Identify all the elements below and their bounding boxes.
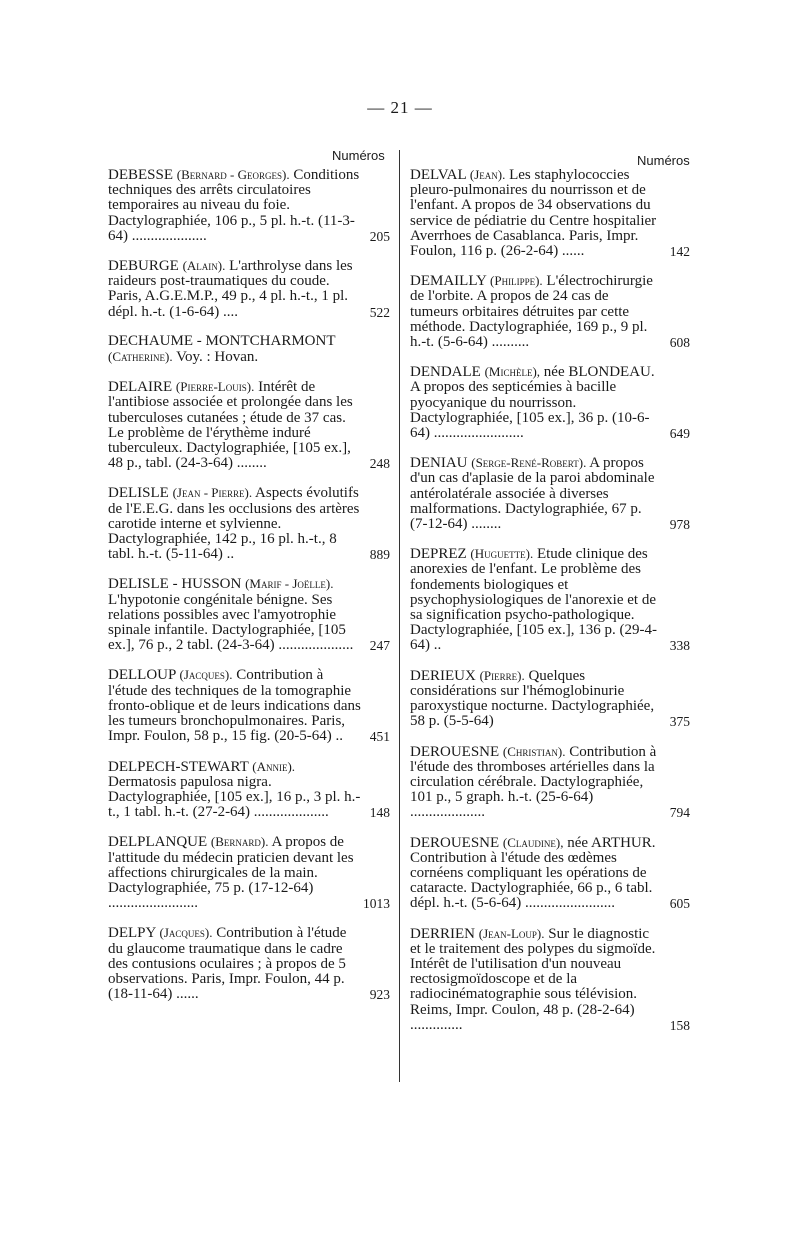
entry-text	[108, 759, 363, 821]
entry-text	[410, 744, 658, 821]
entry-forename: (Pierre).	[479, 667, 525, 683]
left-column-header: Numéros	[332, 148, 385, 163]
entry-author: DELAIRE	[108, 379, 173, 396]
entry-author: DELLOUP	[108, 667, 176, 684]
index-entry	[410, 455, 690, 532]
entry-description: L'arthrolyse dans les raideurs post-traumatiques du coude. Paris, A.G.E.M.P., 49 p., 4 pl. h.-t., 1 pl. dépl. h.-t. (1-6-64) ....	[108, 258, 353, 320]
entry-author: DECHAUME - MONTCHARMONT	[108, 332, 336, 349]
index-entry	[108, 759, 390, 821]
page-number: — 21 —	[367, 98, 433, 117]
entry-forename: (Bernard).	[210, 834, 269, 850]
entry-author: DELPECH-STEWART	[108, 758, 249, 775]
entry-number: 923	[369, 987, 390, 1003]
entry-text	[410, 273, 658, 350]
entry-number: 649	[669, 426, 690, 442]
left-column	[108, 167, 390, 1002]
entry-forename: (Marif - Joëlle).	[245, 576, 334, 592]
index-entry	[410, 167, 690, 259]
entry-description: Sur le diagnostic et le traitement des polypes du sigmoïde. Intérêt de l'utilisation d'un nouveau rectosigmoïdoscope et de la radiocinématographie sous télévision. Reims, Impr. Coulon, 48 p. (28-2-64) ..............	[410, 925, 656, 1033]
entry-text	[108, 576, 363, 653]
index-entry	[108, 258, 390, 320]
index-entry	[108, 485, 390, 562]
right-column-header: Numéros	[637, 153, 690, 168]
entry-number: 522	[369, 304, 390, 320]
entry-description: née ARTHUR. Contribution à l'étude des œdèmes cornéens compliquant les opérations de cataracte. Dactylographiée, 66 p., 6 tabl. dépl. h.-t. (5-6-64) ........................	[410, 834, 656, 912]
entry-description: Conditions techniques des arrêts circulatoires temporaires au niveau du foie. Dactylographiée, 106 p., 5 pl. h.-t. (11-3-64) ....................	[108, 167, 360, 244]
entry-description: A propos de l'attitude du médecin praticien devant les affections chirurgicales de la main. Dactylographiée, 75 p. (17-12-64) ........................	[108, 834, 354, 912]
index-entry	[410, 668, 690, 730]
entry-description: Etude clinique des anorexies de l'enfant. Le problème des fondements biologiques et psychophysiologiques de l'anorexie et de sa signification psycho-pathologique. Dactylographiée, [105 ex.], 136 p. (29-4-64) ..	[410, 546, 658, 654]
entry-number: 451	[369, 729, 390, 745]
entry-number: 248	[369, 456, 390, 472]
entry-forename: (Catherine).	[108, 349, 173, 365]
index-entry	[108, 576, 390, 653]
entry-text	[108, 667, 363, 744]
index-entry	[410, 546, 690, 653]
index-entry	[410, 744, 690, 821]
entry-description: L'hypotonie congénitale bénigne. Ses relations possibles avec l'amyotrophie spinale infantile. Dactylographiée, [105 ex.], 76 p., 2 tabl. (24-3-64) ....................	[108, 591, 354, 654]
entry-text	[108, 379, 363, 471]
entry-author: DENDALE	[410, 364, 481, 381]
entry-description: Contribution à l'étude des techniques de la tomographie fronto-oblique et de leurs indications dans les tumeurs bronchopulmonaires. Paris, Impr. Foulon, 58 p., 15 fig. (20-5-64) ..	[108, 667, 361, 745]
entry-author: DELPY	[108, 925, 156, 942]
entry-forename: (Philippe).	[490, 273, 543, 289]
entry-number: 1013	[363, 896, 390, 912]
entry-author: DEMAILLY	[410, 273, 487, 290]
entry-author: DEBESSE	[108, 167, 174, 183]
entry-author: DEBURGE	[108, 258, 179, 275]
entry-author: DELISLE - HUSSON	[108, 576, 242, 593]
entry-forename: (Jacques).	[179, 667, 233, 683]
entry-text	[108, 258, 363, 320]
entry-author: DELVAL	[410, 167, 467, 183]
entry-description: née BLONDEAU. A propos des septicémies à bacille pyocyanique du nourrisson. Dactylographiée, [105 ex.], 36 p. (10-6-64) ........................	[410, 364, 655, 442]
entry-forename: (Jean-Loup).	[478, 925, 545, 941]
entry-text	[108, 925, 363, 1002]
entry-forename: (Jean).	[469, 167, 506, 182]
entry-description: Intérêt de l'antibiose associée et prolongée dans les tuberculoses cutanées ; étude de 37 cas. Le problème de l'érythème induré tuberculeux. Dactylographiée, [105 ex.], 48 p., tabl. (24-3-64) ........	[108, 379, 353, 472]
entry-forename: (Claudine),	[502, 834, 564, 850]
entry-text	[410, 668, 658, 730]
index-entry	[108, 667, 390, 744]
entry-forename: (Huguette).	[470, 546, 534, 562]
entry-number: 148	[369, 805, 390, 821]
entry-author: DELPLANQUE	[108, 834, 208, 851]
entry-forename: (Pierre-Louis).	[175, 379, 255, 395]
entry-number: 375	[669, 714, 690, 730]
index-entry	[410, 835, 690, 912]
index-entry	[108, 379, 390, 471]
entry-description: Contribution à l'étude du glaucome traumatique dans le cadre des contusions oculaires ; à propos de 5 observations. Paris, Impr. Foulon, 44 p. (18-11-64) ......	[108, 925, 347, 1003]
entry-number: 338	[669, 638, 690, 654]
entry-forename: (Jacques).	[159, 925, 213, 941]
entry-text	[410, 546, 658, 653]
entry-author: DERRIEN	[410, 925, 475, 942]
entry-text	[410, 455, 658, 532]
index-entry	[410, 364, 690, 441]
index-entry	[108, 167, 390, 244]
entry-text	[108, 167, 363, 244]
index-entry	[410, 273, 690, 350]
entry-description: Quelques considérations sur l'hémoglobinurie paroxystique nocturne. Dactylographiée, 58 p. (5-5-64)	[410, 667, 655, 730]
entry-number: 158	[669, 1017, 690, 1033]
entry-description: Les staphylococcies pleuro-pulmonaires du nourrisson et de l'enfant. A propos de 34 observations du service de pédiatrie du Centre hospitalier Averrhoes de Casablanca. Paris, Impr. Foulon, 116 p. (26-2-64) ......	[410, 167, 657, 260]
entry-number: 247	[369, 638, 390, 654]
entry-number: 608	[669, 335, 690, 351]
entry-description: Voy. : Hovan.	[176, 349, 259, 366]
entry-text	[410, 835, 658, 912]
entry-text	[410, 167, 658, 259]
entry-text	[108, 334, 363, 365]
right-column	[410, 167, 690, 1033]
entry-forename: (Alain).	[182, 258, 226, 274]
entry-author: DEROUESNE	[410, 834, 500, 851]
entry-number: 142	[669, 244, 690, 260]
entry-description: A propos d'un cas d'aplasie de la paroi abdominale antérolatérale associée à diverses malformations. Dactylographiée, 67 p. (7-12-64) ........	[410, 455, 655, 533]
entry-author: DERIEUX	[410, 667, 476, 684]
entry-forename: (Bernard - Georges).	[176, 167, 290, 182]
entry-forename: (Serge-René-Robert).	[471, 455, 587, 471]
entry-number: 205	[369, 228, 390, 244]
entry-author: DELISLE	[108, 485, 169, 502]
entry-author: DEROUESNE	[410, 743, 500, 760]
entry-forename: (Michèle),	[484, 364, 541, 380]
entry-number: 605	[669, 896, 690, 912]
entry-description: L'électrochirurgie de l'orbite. A propos de 24 cas de tumeurs orbitaires détruites par cette méthode. Dactylographiée, 169 p., 9 pl. h.-t. (5-6-64) ..........	[410, 273, 653, 351]
entry-description: Dermatosis papulosa nigra. Dactylographiée, [105 ex.], 16 p., 3 pl. h.-t., 1 tabl. h.-t. (27-2-64) ....................	[108, 773, 361, 821]
entry-number: 889	[369, 547, 390, 563]
entry-author: DEPREZ	[410, 546, 467, 563]
entry-number: 794	[669, 805, 690, 821]
entry-author: DENIAU	[410, 455, 468, 472]
entry-forename: (Jean - Pierre).	[172, 485, 253, 501]
column-divider	[399, 150, 400, 1082]
index-entry	[108, 334, 390, 365]
entry-text	[410, 926, 658, 1033]
entry-text	[108, 834, 363, 911]
index-entry	[108, 834, 390, 911]
entry-text	[410, 364, 658, 441]
entry-text	[108, 485, 363, 562]
index-entry	[108, 925, 390, 1002]
index-entry	[410, 926, 690, 1033]
entry-forename: (Christian).	[502, 743, 566, 759]
entry-description: Contribution à l'étude des thromboses artérielles dans la circulation cérébrale. Dactylographiée, 101 p., 5 graph. h.-t. (25-6-64) ....................	[410, 743, 657, 821]
entry-number: 978	[669, 517, 690, 533]
entry-description: Aspects évolutifs de l'E.E.G. dans les occlusions des artères carotide interne et sylvienne. Dactylographiée, 142 p., 16 pl. h.-t., 8 tabl. h.-t. (5-11-64) ..	[108, 485, 360, 563]
entry-forename: (Annie).	[252, 758, 296, 774]
